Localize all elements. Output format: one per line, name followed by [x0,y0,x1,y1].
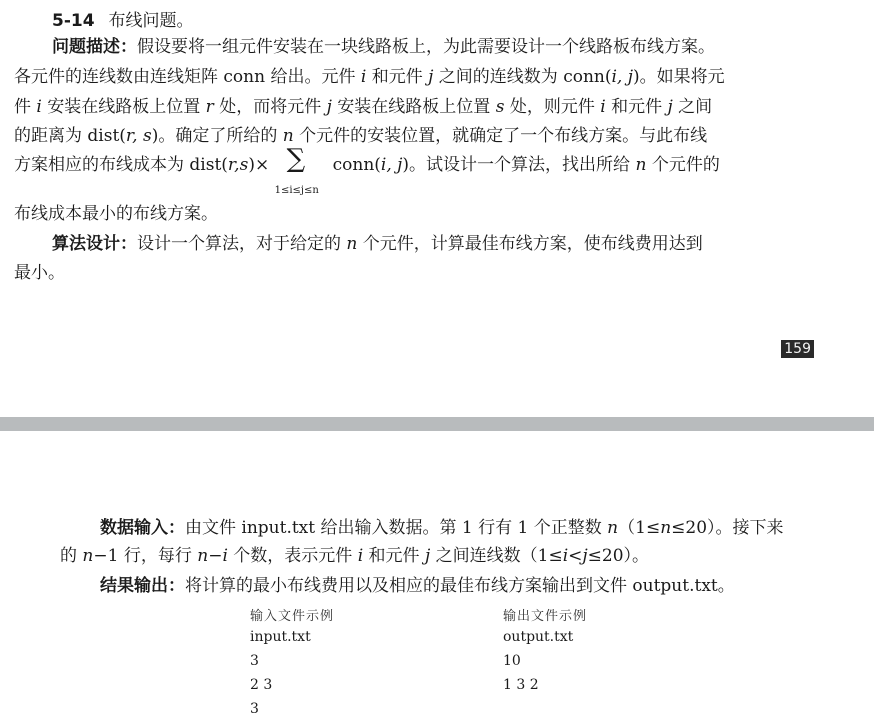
input-example-line: 2 3 [250,677,273,693]
page-number: 159 [781,340,814,358]
input-line-2: 的 n−1 行，每行 n−i 个数，表示元件 i 和元件 j 之间连线数（1≤i<j≤20）。 [60,546,650,566]
input-example-label: 输入文件示例 [250,609,335,624]
desc-line-3: 件 i 安装在线路板上位置 r 处，而将元件 j 安装在线路板上位置 s 处，则元件 i 和元件 j 之间 [14,97,713,117]
output-example-label: 输出文件示例 [503,609,588,624]
input-example-line: input.txt [250,629,311,645]
algo-label: 算法设计： [52,234,137,254]
output-example [503,607,587,695]
summation-subscript: 1≤i≤j≤n [274,185,319,196]
desc-line-2: 各元件的连线数由连线矩阵 conn 给出。元件 i 和元件 j 之间的连线数为 conn(i, j)。如果将元 [14,67,725,87]
summation-symbol: ∑ 1≤i≤j≤n [275,154,333,176]
input-example [250,607,334,719]
problem-heading [52,6,194,31]
desc-label: 问题描述： [52,37,137,57]
desc-line-5: 方案相应的布线成本为 dist(r,s)× ∑ 1≤i≤j≤n conn(i, j)。试设计一个算法，找出所给 n 个元件的 [14,154,720,176]
desc-line-4: 的距离为 dist(r, s)。确定了所给的 n 个元件的安装位置，就确定了一个布线方案。与此布线 [14,126,708,146]
input-label: 数据输入： [100,518,185,538]
problem-number: 5-14 [52,11,95,31]
output-label: 结果输出： [100,576,185,596]
desc-line-6: 布线成本最小的布线方案。 [14,204,218,224]
input-example-line: 3 [250,701,259,717]
page-divider [0,417,874,431]
input-example-line: 3 [250,653,259,669]
output-example-line: 10 [503,653,521,669]
desc-line-1: 问题描述：假设要将一组元件安装在一块线路板上，为此需要设计一个线路板布线方案。 [52,37,715,57]
problem-title: 布线问题。 [108,11,194,31]
output-example-line: output.txt [503,629,574,645]
input-line-1: 数据输入：由文件 input.txt 给出输入数据。第 1 行有 1 个正整数 n（1≤n≤20）。接下来 [100,518,784,538]
page-bottom [0,431,874,725]
output-example-line: 1 3 2 [503,677,539,693]
algo-line-1: 算法设计：设计一个算法，对于给定的 n 个元件，计算最佳布线方案，使布线费用达到 [52,234,703,254]
output-line-1: 结果输出：将计算的最小布线费用以及相应的最佳布线方案输出到文件 output.txt。 [100,576,735,596]
algo-line-2: 最小。 [14,263,65,283]
